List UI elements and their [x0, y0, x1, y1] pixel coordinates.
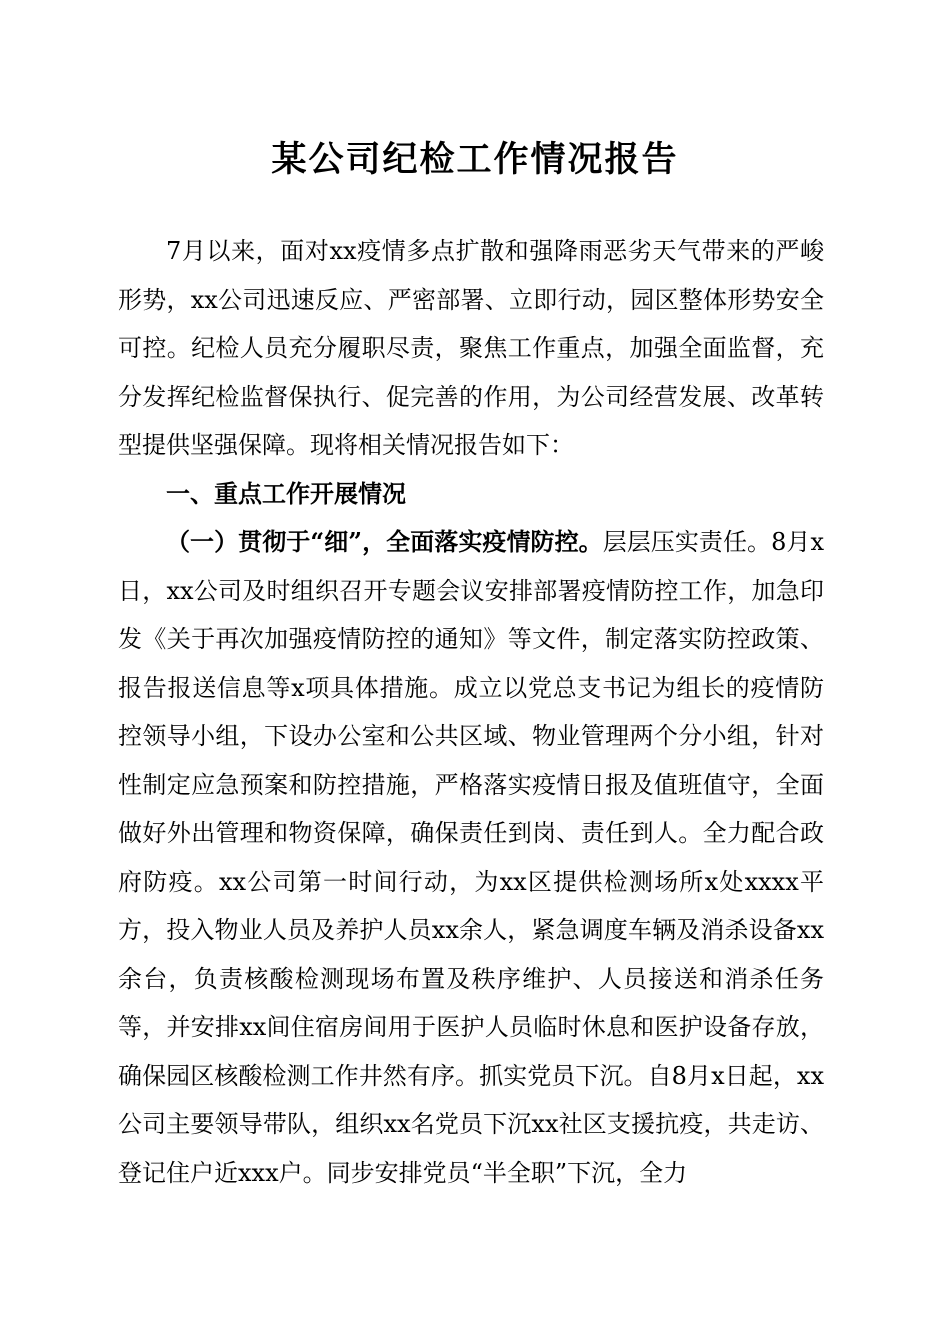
section-heading: 一、重点工作开展情况 — [166, 479, 406, 508]
subsection-heading: （一）贯彻于“细”，全面落实疫情防控。 — [166, 527, 603, 556]
intro-paragraph: 7月以来，面对xx疫情多点扩散和强降雨恶劣天气带来的严峻形势，xx公司迅速反应、严密部署、立即行动，园区整体形势安全可控。纪检人员充分履职尽责，聚焦工作重点，加强全面监督，充分发挥纪检监督保执行、促完善的作用，为公司经营发展、改革转型提供坚强保障。现将相关情况报告如下： — [118, 237, 824, 459]
subsection-body: 层层压实责任。8月x日，xx公司及时组织召开专题会议安排部署疫情防控工作，加急印发《关于再次加强疫情防控的通知》等文件，制定落实防控政策、报告报送信息等x项具体措施。成立以党总支书记为组长的疫情防控领导小组，下设办公室和公共区域、物业管理两个分小组，针对性制定应急预案和防控措施，严格落实疫情日报及值班值守，全面做好外出管理和物资保障，确保责任到岗、责任到人。全力配合政府防疫。xx公司第一时间行动，为xx区提供检测场所x处xxxx平方，投入物业人员及养护人员xx余人，紧急调度车辆及消杀设备xx余台，负责核酸检测现场布置及秩序维护、人员接送和消杀任务等，并安排xx间住宿房间用于医护人员临时休息和医护设备存放，确保园区核酸检测工作井然有序。抓实党员下沉。自8月x日起，xx公司主要领导带队，组织xx名党员下沉xx社区支援抗疫，共走访、登记住户近xxx户。同步安排党员“半全职”下沉，全力 — [118, 528, 824, 1187]
document-title: 某公司纪检工作情况报告 — [271, 139, 679, 180]
document-body — [118, 227, 824, 1197]
subsection-paragraph — [118, 518, 824, 1197]
